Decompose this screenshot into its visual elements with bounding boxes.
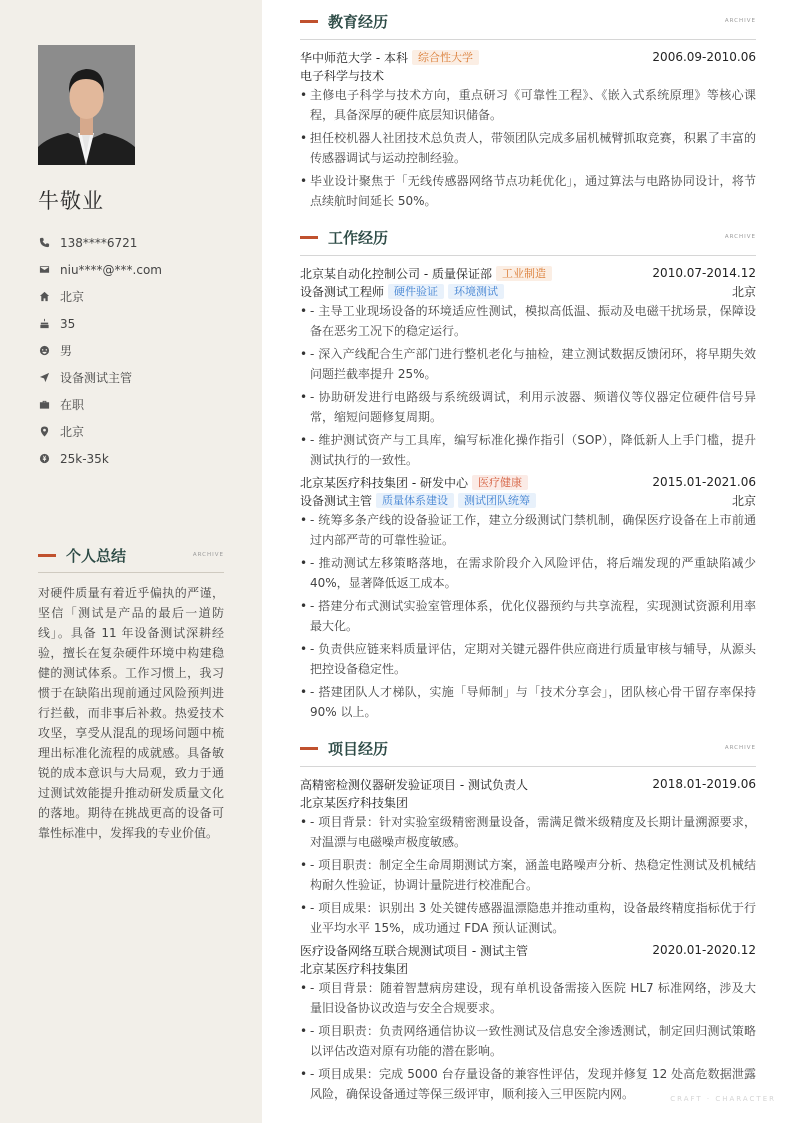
project-name: 高精密检测仪器研发验证项目 - 测试负责人 [300, 777, 528, 792]
list-item: • 主修电子科学与技术方向，重点研习《可靠性工程》、《嵌入式系统原理》等核心课程，具备深厚的硬件底层知识储备。 [300, 85, 756, 125]
education-major-row [300, 66, 756, 84]
contact-item [38, 337, 162, 364]
section-header [300, 738, 756, 758]
job-role-row [300, 282, 756, 300]
job-header [300, 473, 756, 491]
section-divider [38, 572, 224, 573]
list-item: • - 项目背景：针对实验室级精密测量设备，需满足微米级精度及长期计量溯源要求，对温漂与电磁噪声极度敏感。 [300, 812, 756, 852]
contact-location: 北京 [60, 425, 85, 439]
contact-item [38, 229, 162, 256]
project-org-row [300, 959, 756, 977]
section-accent-bar [300, 747, 318, 750]
briefcase-icon [38, 399, 50, 411]
section-title: 个人总结 [66, 546, 127, 565]
company-name: 北京某医疗科技集团 - 研发中心 [300, 475, 468, 490]
summary-text: 对硬件质量有着近乎偏执的严谨，坚信「测试是产品的最后一道防线」。具备 11 年设备测试深耕经验，擅长在复杂硬件环境中构建稳健的测试体系。工作习惯上，我习惯于在缺陷出现前通过风险预判进行拦截，而非事后补救。热爱技术攻坚，享受从混乱的现场问题中梳理出标准化流程的成就感。具备敏锐的成本意识与大局观，致力于通过测试效能提升推动研发质量文化的落地。期待在挑战更高的设备可靠性标准中，发挥我的专业价值。 [38, 586, 224, 840]
list-item: • - 项目背景：随着智慧病房建设，现有单机设备需接入医院 HL7 标准网络，涉及大量旧设备协议改造与安全合规要求。 [300, 978, 756, 1018]
contact-age: 35 [60, 316, 76, 331]
candidate-name: 牛敬业 [38, 189, 104, 213]
list-item: • - 项目职责：制定全生命周期测试方案，涵盖电路噪声分析、热稳定性测试及机械结构耐久性验证，协调计量院进行校准配合。 [300, 855, 756, 895]
job-entry [300, 264, 756, 470]
list-item: • - 维护测试资产与工具库，编写标准化操作指引（SOP），降低新人上手门槛，提升测试执行的一致性。 [300, 430, 756, 470]
job-city: 北京 [731, 493, 756, 508]
archive-label: ARCHIVE [724, 745, 756, 751]
contact-status: 在职 [60, 398, 85, 412]
project-name: 医疗设备网络互联合规测试项目 - 测试主管 [300, 943, 528, 958]
contact-salary: 25k-35k [60, 451, 109, 466]
section-header [300, 11, 756, 31]
job-role-row [300, 491, 756, 509]
list-item: • - 统筹多条产线的设备验证工作，建立分级测试门禁机制，确保医疗设备在上市前通过内部严苛的可靠性验证。 [300, 510, 756, 550]
list-item: • - 搭建分布式测试实验室管理体系，优化仪器预约与共享流程，实现测试资源利用率最大化。 [300, 596, 756, 636]
list-item: • - 协助研发进行电路级与系统级调试，利用示波器、频谱仪等仪器定位硬件信号异常，缩短问题修复周期。 [300, 387, 756, 427]
project-org: 北京某医疗科技集团 [300, 795, 409, 810]
section-header [38, 545, 224, 565]
list-item: • - 主导工业现场设备的环境适应性测试，模拟高低温、振动及电磁干扰场景，保障设备在恶劣工况下的稳定运行。 [300, 301, 756, 341]
project-entry [300, 775, 756, 938]
home-icon [38, 291, 50, 303]
archive-label: ARCHIVE [724, 234, 756, 240]
section-accent-bar [300, 20, 318, 23]
section-title: 项目经历 [328, 739, 389, 758]
contact-email: niu****@***.com [60, 262, 162, 277]
list-item: • - 项目成果：识别出 3 处关键传感器温漂隐患并推动重构，设备最终精度指标优于行业平均水平 15%，成功通过 FDA 预认证测试。 [300, 898, 756, 938]
contact-item [38, 418, 162, 445]
location-icon [38, 426, 50, 438]
list-item: • - 深入产线配合生产部门进行整机老化与抽检，建立测试数据反馈闭环，将早期失效问题拦截率提升 25%。 [300, 344, 756, 384]
contact-item [38, 283, 162, 310]
skill-tag: 环境测试 [448, 284, 504, 299]
section-title: 工作经历 [328, 228, 389, 247]
skill-tag: 测试团队统筹 [458, 493, 536, 508]
list-item: • - 项目职责：负责网络通信协议一致性测试及信息安全渗透测试，制定回归测试策略以评估改造对原有功能的潜在影响。 [300, 1021, 756, 1061]
contact-gender: 男 [60, 344, 73, 358]
list-item: • - 搭建团队人才梯队，实施「导师制」与「技术分享会」，团队核心骨干留存率保持 90% 以上。 [300, 682, 756, 722]
list-item: • - 项目成果：完成 5000 台存量设备的兼容性评估，发现并修复 12 处高危数据泄露风险，确保设备通过等保三级评审，顺利接入三甲医院内网。 [300, 1064, 756, 1104]
contact-item [38, 310, 162, 337]
skill-tag: 硬件验证 [388, 284, 444, 299]
education-section [300, 11, 756, 211]
phone-icon [38, 237, 50, 249]
school-tag: 综合性大学 [412, 50, 479, 65]
projects-section [300, 738, 756, 1104]
list-item: • 担任校机器人社团技术总负责人，带领团队完成多届机械臂抓取竞赛，积累了丰富的传感器调试与运动控制经验。 [300, 128, 756, 168]
education-period: 2006.09-2010.06 [652, 50, 756, 64]
project-bullets [300, 978, 756, 1104]
main-content [300, 11, 756, 1107]
profile-photo [38, 45, 135, 165]
money-icon [38, 453, 50, 465]
contact-item [38, 391, 162, 418]
job-period: 2015.01-2021.06 [652, 475, 756, 489]
company-name: 北京某自动化控制公司 - 质量保证部 [300, 266, 492, 281]
archive-label: ARCHIVE [192, 552, 224, 558]
mail-icon [38, 264, 50, 276]
project-period: 2020.01-2020.12 [652, 943, 756, 957]
project-org: 北京某医疗科技集团 [300, 961, 409, 976]
contact-item [38, 445, 162, 472]
education-header [300, 48, 756, 66]
project-entry [300, 941, 756, 1104]
skill-tag: 质量体系建设 [376, 493, 454, 508]
job-entry [300, 473, 756, 722]
list-item: • 毕业设计聚焦于「无线传感器网络节点功耗优化」，通过算法与电路协同设计，将节点续航时间延长 50%。 [300, 171, 756, 211]
summary-section [38, 545, 224, 843]
job-role: 设备测试主管 [300, 493, 373, 508]
project-header [300, 775, 756, 793]
contact-home-city: 北京 [60, 290, 85, 304]
project-header [300, 941, 756, 959]
school-name: 华中师范大学 - 本科 [300, 50, 408, 65]
list-item: • - 负责供应链来料质量评估，定期对关键元器件供应商进行质量审核与辅导，从源头把控设备稳定性。 [300, 639, 756, 679]
project-bullets [300, 812, 756, 938]
contact-item [38, 364, 162, 391]
face-icon [38, 345, 50, 357]
job-role: 设备测试工程师 [300, 284, 385, 299]
job-city: 北京 [731, 284, 756, 299]
job-bullets [300, 510, 756, 722]
section-accent-bar [300, 236, 318, 239]
job-period: 2010.07-2014.12 [652, 266, 756, 280]
cake-icon [38, 318, 50, 330]
industry-tag: 医疗健康 [472, 475, 528, 490]
archive-label: ARCHIVE [724, 18, 756, 24]
contact-position: 设备测试主管 [60, 371, 133, 385]
section-accent-bar [38, 554, 56, 557]
project-period: 2018.01-2019.06 [652, 777, 756, 791]
job-bullets [300, 301, 756, 470]
contact-item [38, 256, 162, 283]
major: 电子科学与技术 [300, 68, 385, 83]
work-section [300, 227, 756, 722]
project-org-row [300, 793, 756, 811]
watermark: CRAFT · CHARACTER [670, 1095, 776, 1103]
section-title: 教育经历 [328, 12, 389, 31]
education-bullets [300, 85, 756, 211]
contact-list [38, 229, 162, 472]
sidebar [0, 0, 262, 1123]
contact-phone: 138****6721 [60, 235, 138, 250]
section-header [300, 227, 756, 247]
list-item: • - 推动测试左移策略落地，在需求阶段介入风险评估，将后端发现的严重缺陷减少 40%，显著降低返工成本。 [300, 553, 756, 593]
job-header [300, 264, 756, 282]
send-icon [38, 372, 50, 384]
industry-tag: 工业制造 [496, 266, 552, 281]
